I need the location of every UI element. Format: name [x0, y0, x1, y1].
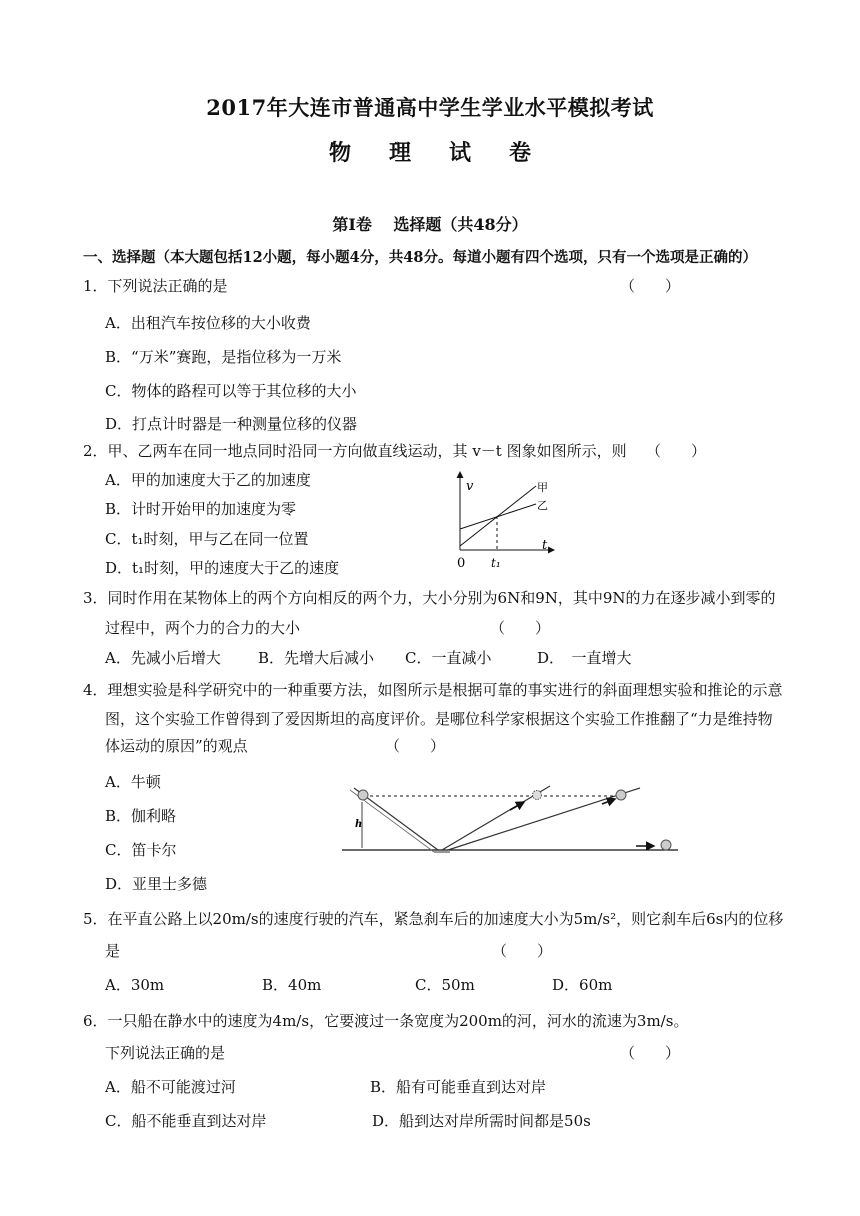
ball-gentle-incline [616, 790, 626, 800]
q5-option-b: B．40m [262, 976, 322, 994]
q5-stem-line2: 是 [105, 942, 121, 960]
q1-option-d: D．打点计时器是一种测量位移的仪器 [105, 415, 358, 433]
ball-steep-incline [533, 791, 542, 800]
subject-title [0, 136, 860, 167]
q2-option-d: D．t₁时刻，甲的速度大于乙的速度 [105, 559, 340, 577]
q2-stem: 2．甲、乙两车在同一地点同时沿同一方向做直线运动，其 v－t 图象如图所示，则 [83, 442, 627, 460]
q4-option-d: D．亚里士多德 [105, 875, 208, 893]
h-label: h [355, 819, 363, 830]
section-heading: 第Ⅰ卷 选择题（共48分） [332, 215, 528, 234]
q3-stem-line2: 过程中，两个力的合力的大小 [105, 619, 301, 637]
motion-arrow [510, 802, 524, 810]
jia-label: 甲 [537, 481, 548, 494]
q4-stem-line2: 图，这个实验工作曾得到了爱因斯坦的高度评价。是哪位科学家根据这个实验工作推翻了“力是维持物 [105, 710, 773, 728]
subject-char: 物 [328, 140, 351, 166]
v-axis-label: v [466, 479, 474, 494]
exam-title: 2017年大连市普通高中学生学业水平模拟考试 [206, 95, 654, 120]
q5-option-d: D．60m [552, 976, 613, 994]
yi-label: 乙 [537, 499, 548, 512]
q4-option-a: A．牛顿 [105, 773, 161, 791]
q2-vt-graph [448, 466, 558, 578]
subject-char: 理 [388, 140, 411, 166]
subject-char: 试 [449, 140, 472, 166]
ball-horizontal [661, 840, 671, 850]
q3-answer-paren: （ ） [490, 619, 551, 637]
q4-stem-line1: 4．理想实验是科学研究中的一种重要方法，如图所示是根据可靠的事实进行的斜面理想实验和推论的示意 [83, 681, 783, 699]
q4-answer-paren: （ ） [385, 737, 446, 755]
q1-option-b: B．“万米”赛跑，是指位移为一万米 [105, 348, 342, 366]
q5-stem-line1: 5．在平直公路上以20m/s的速度行驶的汽车，紧急刹车后的加速度大小为5m/s²，则它刹车后6s内的位移 [83, 910, 784, 928]
part-instructions: 一、选择题（本大题包括12小题，每小题4分，共48分。每道小题有四个选项，只有一个选项是正确的） [83, 249, 757, 266]
q1-option-c: C．物体的路程可以等于其位移的大小 [105, 382, 357, 400]
q6-stem-line1: 6．一只船在静水中的速度为4m/s，它要渡过一条宽度为200m的河，河水的流速为3m/s。 [83, 1012, 689, 1030]
q2-answer-paren: （ ） [646, 442, 707, 460]
q5-option-a: A．30m [105, 976, 165, 994]
q6-option-a: A．船不可能渡过河 [105, 1078, 236, 1096]
q4-incline-figure [338, 780, 686, 860]
q5-option-c: C．50m [415, 976, 475, 994]
q1-stem: 1．下列说法正确的是 [83, 277, 228, 295]
q3-option-b: B．先增大后减小 [258, 649, 375, 667]
q2-option-a: A．甲的加速度大于乙的加速度 [105, 471, 311, 489]
q1-option-a: A．出租汽车按位移的大小收费 [105, 314, 311, 332]
origin-label: 0 [457, 556, 466, 571]
q1-answer-paren: （ ） [620, 277, 681, 295]
ball-start [358, 790, 368, 800]
subject-char: 卷 [509, 140, 532, 166]
line-yi [460, 504, 536, 529]
q6-stem-line2: 下列说法正确的是 [105, 1044, 226, 1062]
q6-answer-paren: （ ） [620, 1044, 681, 1062]
q6-option-d: D．船到达对岸所需时间都是50s [372, 1112, 591, 1130]
q3-stem-line1: 3．同时作用在某物体上的两个方向相反的两个力，大小分别为6N和9N，其中9N的力在逐步减小到零的 [83, 589, 776, 607]
t-axis-label: t [542, 538, 548, 553]
t1-label: t₁ [491, 556, 501, 570]
q3-option-d: D． 一直增大 [537, 649, 632, 667]
q3-option-c: C．一直减小 [405, 649, 492, 667]
q3-option-a: A．先减小后增大 [105, 649, 221, 667]
q2-option-b: B．计时开始甲的加速度为零 [105, 500, 297, 518]
q6-option-b: B．船有可能垂直到达对岸 [370, 1078, 547, 1096]
q4-stem-line3: 体运动的原因”的观点 [105, 737, 248, 755]
right-incline-gentle [448, 788, 640, 850]
q4-option-c: C．笛卡尔 [105, 841, 177, 859]
q5-answer-paren: （ ） [492, 942, 553, 960]
q4-option-b: B．伽利略 [105, 807, 177, 825]
q6-option-c: C．船不能垂直到达对岸 [105, 1112, 267, 1130]
q2-option-c: C．t₁时刻，甲与乙在同一位置 [105, 530, 309, 548]
